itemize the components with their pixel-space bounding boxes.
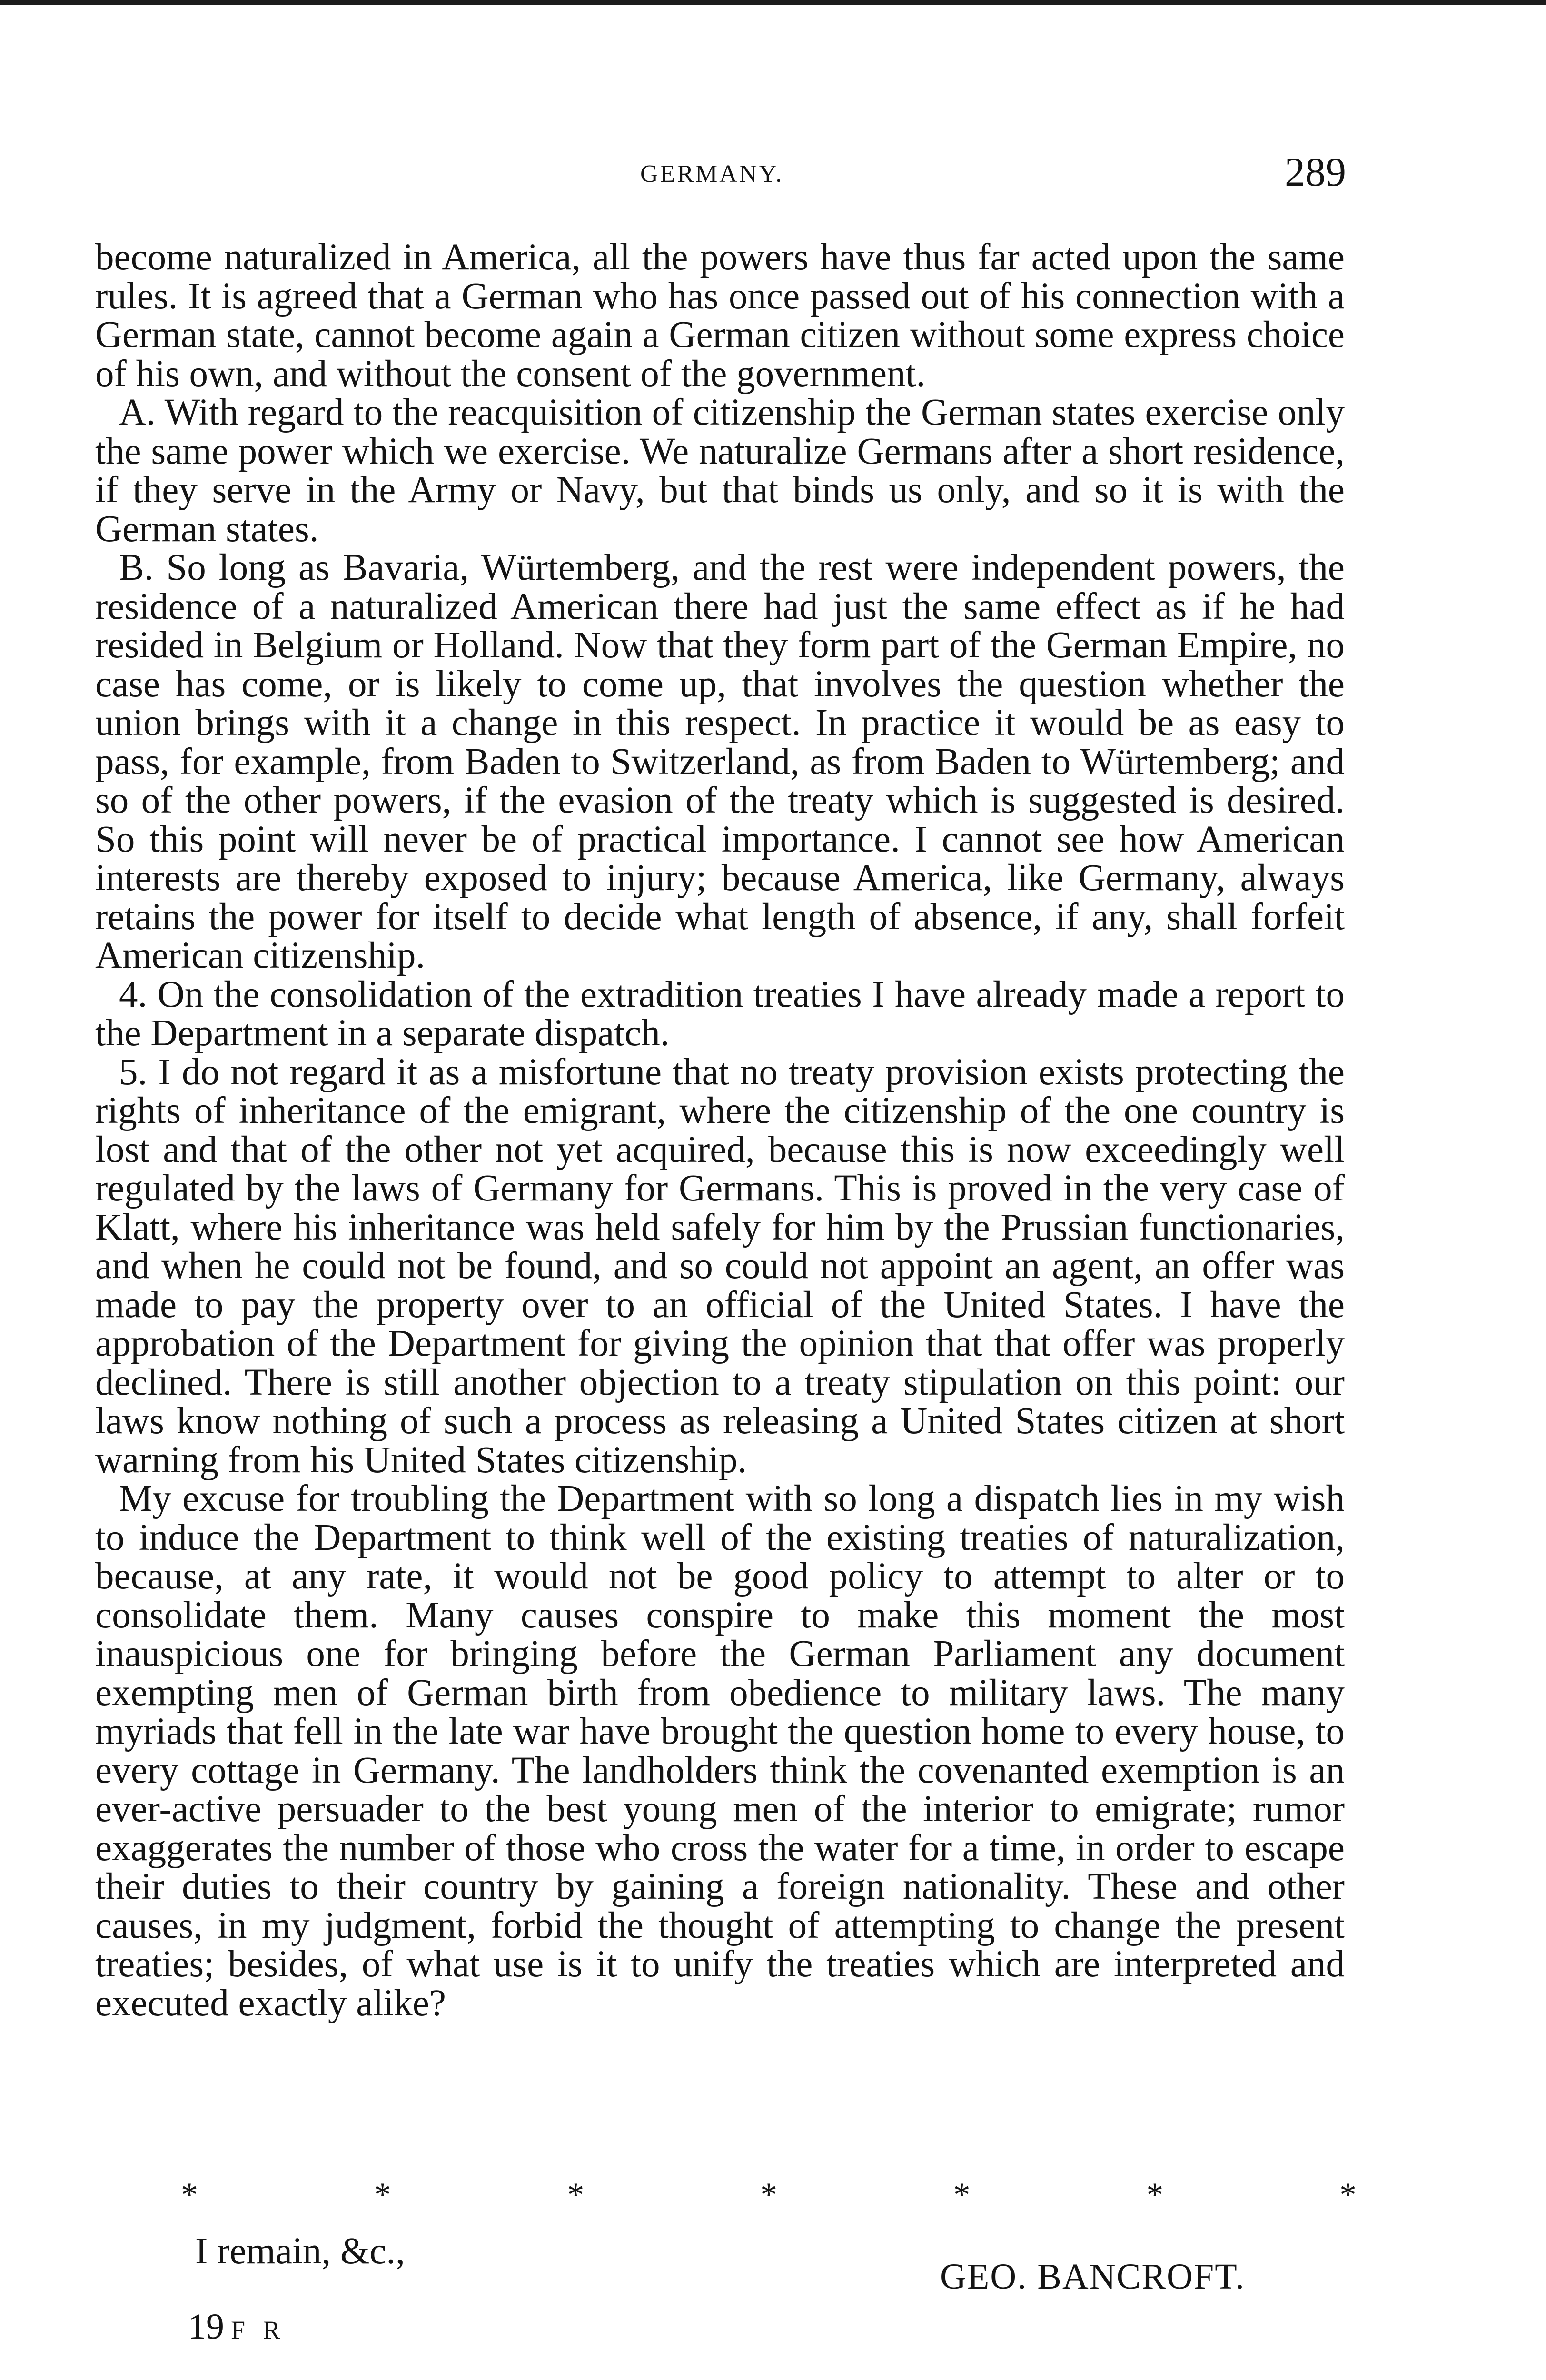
paragraph-closing-argument: My excuse for troubling the Department with so long a dispatch lies in my wish to induce the Department to think well of the existing treaties of naturalization, because, at any rate, it would not be good policy to attempt to alter or to consolidate them. Many causes conspire to make this moment the most inauspicious one for bringing before the German Parliament any document exempting men of German birth from obedience to military laws. The many myriads that fell in the late war have brought the question home to every house, to every cottage in Germany. The landholders think the covenanted exemption is an ever-active persuader to the best young men of the interior to emigrate; rumor exaggerates the number of those who cross the water for a time, in order to escape their duties to their country by gaining a foreign nationality. These and other causes, in my judgment, forbid the thought of attempting to change the present treaties; besides, of what use is it to unify the treaties which are interpreted and executed exactly alike? [95,1478,1345,2024]
omission-star: * [760,2176,777,2214]
signature-mark-letters: F R [231,2316,286,2344]
omission-star: * [1339,2176,1357,2214]
top-border-rule [0,0,1546,5]
page-number: 289 [1285,149,1346,195]
omission-stars [181,2178,1357,2212]
omission-star: * [567,2176,585,2214]
paragraph-a: A. With regard to the reacquisition of citizenship the German states exercise only the same power which we exercise. We naturalize Germans after a short residence, if they serve in the Army or Navy, but that binds us only, and so it is with the German states. [95,392,1345,550]
signature-mark-number: 19 [188,2307,224,2347]
paragraph-4: 4. On the consolidation of the extradition treaties I have already made a report to the Department in a separate dispatch. [95,973,1345,1054]
body-text [95,238,1345,2023]
omission-star: * [1146,2176,1164,2214]
running-head-title: GERMANY. [640,160,784,188]
omission-star: * [374,2176,391,2214]
paragraph-continued: become naturalized in America, all the powers have thus far acted upon the same rules. It is agreed that a German who has once passed out of his connection with a German state, cannot become again a German citizen without some express choice of his own, and without the consent of the government. [95,237,1345,395]
printer-signature-mark [188,2309,286,2345]
signature: GEO. BANCROFT. [940,2257,1245,2297]
closing-salutation: I remain, &c., [195,2231,405,2272]
omission-star: * [953,2176,971,2214]
paragraph-5: 5. I do not regard it as a misfortune that no treaty provision exists protecting the rights of inheritance of the emigrant, where the citizenship of the one country is lost and that of the other not yet acquired, because this is now exceedingly well regulated by the laws of Germany for Germans. This is proved in the very case of Klatt, where his inheritance was held safely for him by the Prussian functionaries, and when he could not be found, and so could not appoint an agent, an offer was made to pay the property over to an official of the United States. I have the approbation of the Department for giving the opinion that that offer was properly declined. There is still another objection to a treaty stipulation on this point: our laws know nothing of such a process as releasing a United States citizen at short warning from his United States citizenship. [95,1051,1345,1481]
paragraph-b: B. So long as Bavaria, Würtemberg, and the rest were independent powers, the residence of a naturalized American there had just the same effect as if he had resided in Belgium or Holland. Now that they form part of the German Empire, no case has come, or is likely to come up, that involves the question whether the union brings with it a change in this respect. In practice it would be as easy to pass, for example, from Baden to Switzerland, as from Baden to Würtemberg; and so of the other powers, if the evasion of the treaty which is suggested is desired. So this point will never be of practical importance. I cannot see how American interests are thereby exposed to injury; because America, like Germany, always retains the power for itself to decide what length of absence, if any, shall forfeit American citizenship. [95,547,1345,976]
omission-star: * [181,2176,198,2214]
